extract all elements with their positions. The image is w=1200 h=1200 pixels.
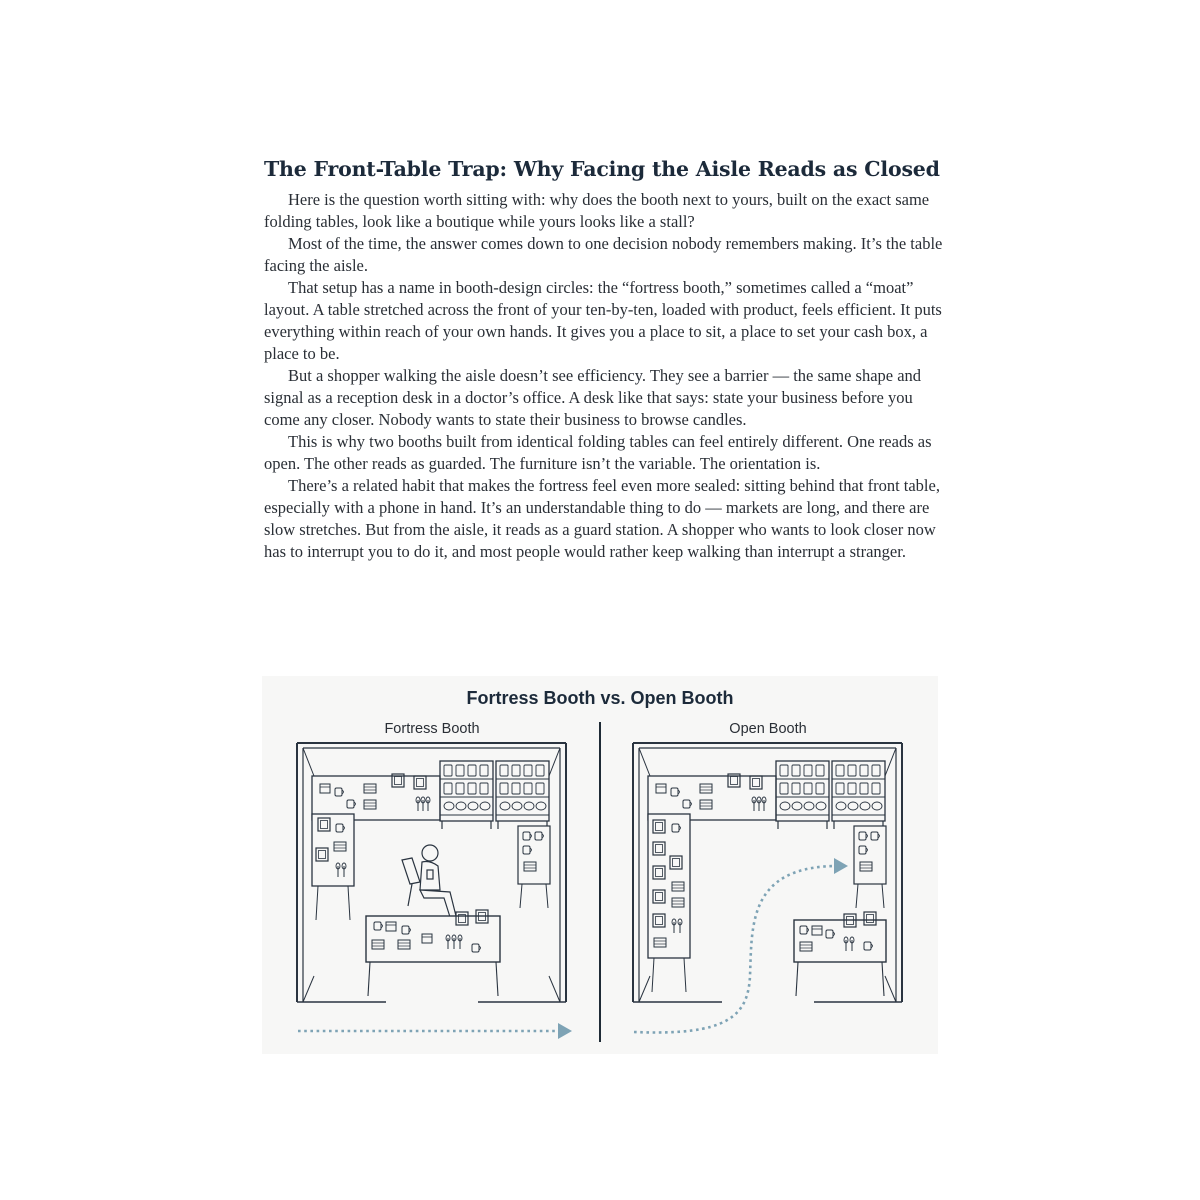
paragraph: But a shopper walking the aisle doesn’t see efficiency. They see a barrier — the same shape and signal as a reception desk in a doctor’s office. A desk like that says: state your business before you come any closer. Nobody wants to state their business to browse candles.	[264, 366, 922, 429]
seated-person-icon	[402, 845, 456, 917]
open-booth-diagram	[633, 743, 902, 1033]
paragraph: This is why two booths built from identical folding tables can feel entirely different. One reads as open. The other reads as guarded. The furniture isn’t the variable. The orientation is.	[264, 432, 932, 473]
article	[264, 157, 944, 563]
paragraph: That setup has a name in booth-design circles: the “fortress booth,” sometimes called a “moat” layout. A table stretched across the front of your ten-by-ten, loaded with product, feels efficient. It puts everything within reach of your own hands. It gives you a place to sit, a place to set your cash box, a place to be.	[264, 278, 942, 363]
paragraph: Most of the time, the answer comes down to one decision nobody remembers making. It’s the table facing the aisle.	[264, 234, 943, 275]
article-title: The Front-Table Trap: Why Facing the Aisle Reads as Closed	[264, 157, 940, 181]
paragraph: Here is the question worth sitting with: why does the booth next to yours, built on the exact same folding tables, look like a boutique while yours looks like a stall?	[264, 190, 930, 231]
path-arrow-icon	[558, 1023, 572, 1039]
path-arrow-icon	[834, 858, 848, 874]
paragraph: There’s a related habit that makes the fortress feel even more sealed: sitting behind that front table, especially with a phone in hand. It’s an understandable thing to do — markets are long, and there are slow stretches. But from the aisle, it reads as a guard station. A shopper who wants to look closer now has to interrupt you to do it, and most people would rather keep walking than interrupt a stranger.	[264, 476, 940, 561]
fortress-booth-diagram	[297, 743, 572, 1039]
open-booth-label: Open Booth	[729, 721, 807, 737]
figure-title: Fortress Booth vs. Open Booth	[466, 688, 734, 708]
fortress-booth-label: Fortress Booth	[384, 721, 480, 737]
booth-comparison-figure	[262, 676, 938, 1054]
